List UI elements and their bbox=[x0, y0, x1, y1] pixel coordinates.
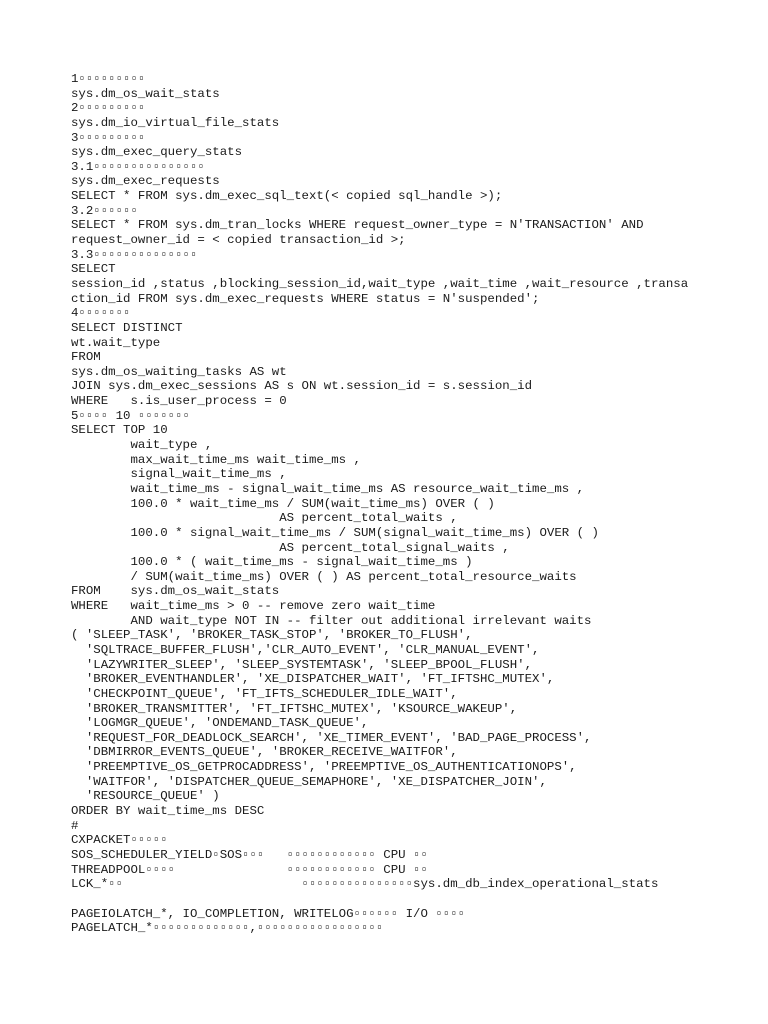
text-line: 100.0 * ( wait_time_ms - signal_wait_time_ms ) bbox=[71, 555, 473, 570]
text-line: LCK_*▫▫ ▫▫▫▫▫▫▫▫▫▫▫▫▫▫▫sys.dm_db_index_operational_stats bbox=[71, 877, 659, 892]
text-line: 3.1▫▫▫▫▫▫▫▫▫▫▫▫▫▫▫ bbox=[71, 159, 205, 174]
text-line: ction_id FROM sys.dm_exec_requests WHERE status = N'suspended'; bbox=[71, 291, 540, 306]
text-line: wait_time_ms - signal_wait_time_ms AS resource_wait_time_ms , bbox=[71, 481, 585, 496]
text-line: 3▫▫▫▫▫▫▫▫▫ bbox=[71, 130, 146, 145]
text-line: 5▫▫▫▫ 10 ▫▫▫▫▫▫▫ bbox=[71, 408, 190, 423]
text-line: SELECT * FROM sys.dm_tran_locks WHERE request_owner_type = N'TRANSACTION' AND bbox=[71, 218, 644, 233]
text-line: 'RESOURCE_QUEUE' ) bbox=[71, 789, 220, 804]
text-line: 3.2▫▫▫▫▫▫ bbox=[71, 203, 138, 218]
text-line: 1▫▫▫▫▫▫▫▫▫ bbox=[71, 72, 146, 86]
text-line: FROM sys.dm_os_wait_stats bbox=[71, 584, 280, 599]
text-line: SOS_SCHEDULER_YIELD▫SOS▫▫▫ ▫▫▫▫▫▫▫▫▫▫▫▫ CPU ▫▫ bbox=[71, 847, 428, 862]
text-line: JOIN sys.dm_exec_sessions AS s ON wt.session_id = s.session_id bbox=[71, 379, 533, 394]
text-line: sys.dm_exec_query_stats bbox=[71, 145, 243, 160]
sql-notes-text bbox=[71, 72, 761, 936]
text-line: AS percent_total_waits , bbox=[71, 511, 458, 526]
text-line: SELECT DISTINCT bbox=[71, 320, 183, 335]
text-line: WHERE wait_time_ms > 0 -- remove zero wait_time bbox=[71, 599, 436, 614]
text-line: session_id ,status ,blocking_session_id,wait_type ,wait_time ,wait_resource ,transa bbox=[71, 276, 689, 291]
text-line: 'DBMIRROR_EVENTS_QUEUE', 'BROKER_RECEIVE_WAITFOR', bbox=[71, 745, 458, 760]
text-line: AS percent_total_signal_waits , bbox=[71, 540, 510, 555]
text-line: # bbox=[71, 818, 79, 833]
text-line: SELECT TOP 10 bbox=[71, 423, 168, 438]
text-line: 4▫▫▫▫▫▫▫ bbox=[71, 306, 131, 321]
text-line: FROM bbox=[71, 350, 101, 365]
text-line: PAGELATCH_*▫▫▫▫▫▫▫▫▫▫▫▫▫,▫▫▫▫▫▫▫▫▫▫▫▫▫▫▫▫▫ bbox=[71, 921, 384, 936]
text-line: THREADPOOL▫▫▫▫ ▫▫▫▫▫▫▫▫▫▫▫▫ CPU ▫▫ bbox=[71, 862, 428, 877]
text-line: AND wait_type NOT IN -- filter out additional irrelevant waits bbox=[71, 613, 592, 628]
text-line: 'BROKER_EVENTHANDLER', 'XE_DISPATCHER_WAIT', 'FT_IFTSHC_MUTEX', bbox=[71, 672, 555, 687]
text-line: 'LAZYWRITER_SLEEP', 'SLEEP_SYSTEMTASK', 'SLEEP_BPOOL_FLUSH', bbox=[71, 657, 533, 672]
text-line: CXPACKET▫▫▫▫▫ bbox=[71, 833, 168, 848]
text-line: 'REQUEST_FOR_DEADLOCK_SEARCH', 'XE_TIMER_EVENT', 'BAD_PAGE_PROCESS', bbox=[71, 730, 592, 745]
text-line: SELECT bbox=[71, 262, 116, 277]
text-line: sys.dm_os_waiting_tasks AS wt bbox=[71, 364, 287, 379]
text-line: 'SQLTRACE_BUFFER_FLUSH','CLR_AUTO_EVENT', 'CLR_MANUAL_EVENT', bbox=[71, 642, 540, 657]
text-line: 'PREEMPTIVE_OS_GETPROCADDRESS', 'PREEMPTIVE_OS_AUTHENTICATIONOPS', bbox=[71, 760, 577, 775]
text-line: 'CHECKPOINT_QUEUE', 'FT_IFTS_SCHEDULER_IDLE_WAIT', bbox=[71, 686, 458, 701]
text-line: ORDER BY wait_time_ms DESC bbox=[71, 804, 265, 819]
text-line: wt.wait_type bbox=[71, 335, 161, 350]
text-line: sys.dm_os_wait_stats bbox=[71, 86, 220, 101]
text-line: / SUM(wait_time_ms) OVER ( ) AS percent_total_resource_waits bbox=[71, 569, 577, 584]
text-line: SELECT * FROM sys.dm_exec_sql_text(< copied sql_handle >); bbox=[71, 189, 503, 204]
text-line: PAGEIOLATCH_*, IO_COMPLETION, WRITELOG▫▫▫▫▫▫ I/O ▫▫▫▫ bbox=[71, 906, 466, 921]
text-line: 'WAITFOR', 'DISPATCHER_QUEUE_SEMAPHORE', 'XE_DISPATCHER_JOIN', bbox=[71, 774, 547, 789]
text-line: 3.3▫▫▫▫▫▫▫▫▫▫▫▫▫▫ bbox=[71, 247, 198, 262]
text-line: 100.0 * signal_wait_time_ms / SUM(signal_wait_time_ms) OVER ( ) bbox=[71, 525, 599, 540]
text-line: WHERE s.is_user_process = 0 bbox=[71, 394, 287, 409]
text-line: sys.dm_exec_requests bbox=[71, 174, 220, 189]
text-line: sys.dm_io_virtual_file_stats bbox=[71, 115, 280, 130]
text-line: wait_type , bbox=[71, 438, 213, 453]
text-line: 100.0 * wait_time_ms / SUM(wait_time_ms) OVER ( ) bbox=[71, 496, 495, 511]
text-line: 'LOGMGR_QUEUE', 'ONDEMAND_TASK_QUEUE', bbox=[71, 716, 369, 731]
text-line: signal_wait_time_ms , bbox=[71, 467, 287, 482]
text-line: ( 'SLEEP_TASK', 'BROKER_TASK_STOP', 'BROKER_TO_FLUSH', bbox=[71, 628, 473, 643]
text-line: request_owner_id = < copied transaction_id >; bbox=[71, 233, 406, 248]
text-line: 2▫▫▫▫▫▫▫▫▫ bbox=[71, 101, 146, 116]
text-line: 'BROKER_TRANSMITTER', 'FT_IFTSHC_MUTEX', 'KSOURCE_WAKEUP', bbox=[71, 701, 518, 716]
text-line: max_wait_time_ms wait_time_ms , bbox=[71, 452, 361, 467]
text-line bbox=[71, 892, 761, 907]
